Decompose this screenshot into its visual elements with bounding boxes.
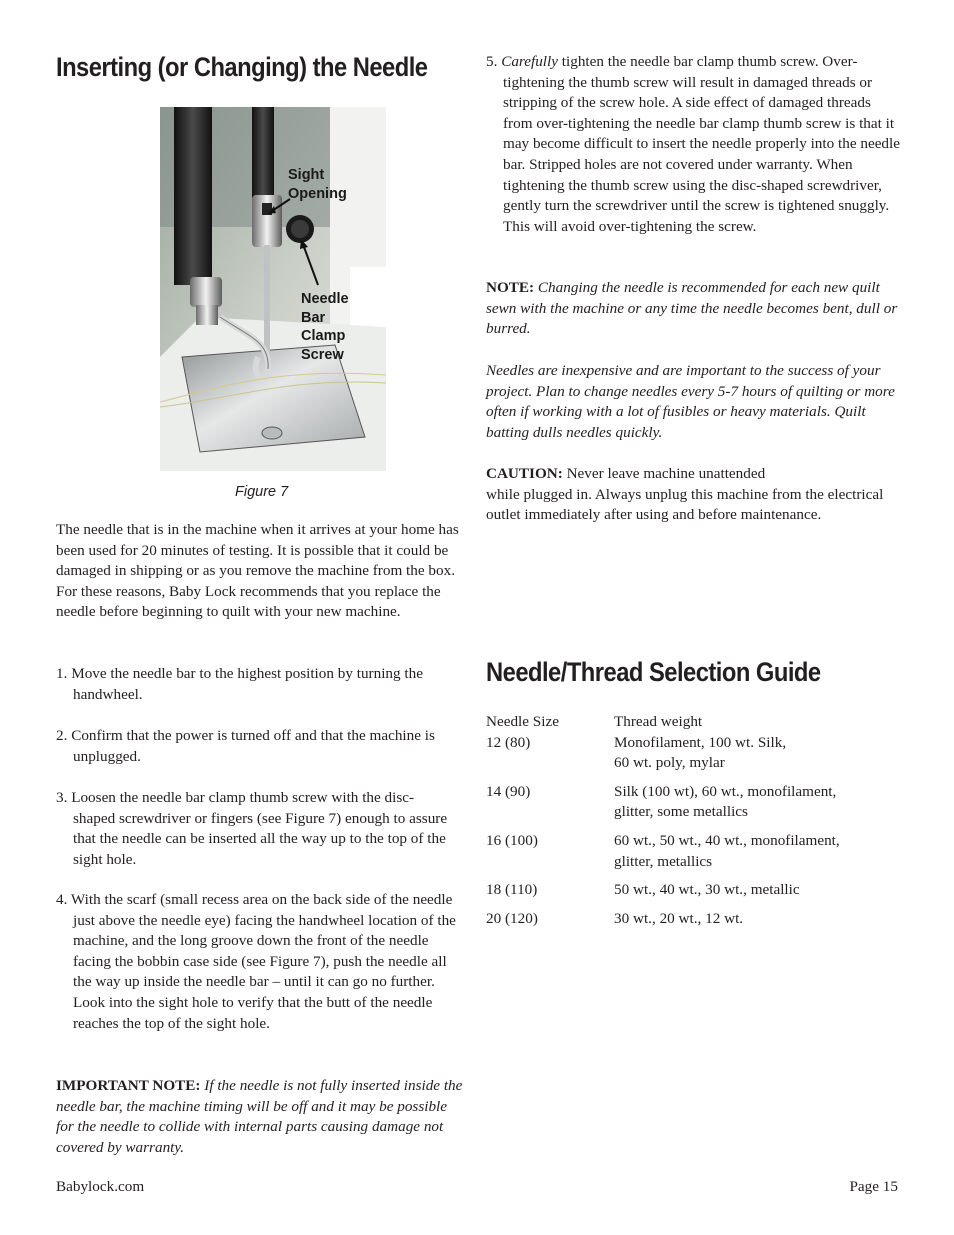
cell-size: 18 (110) [486, 881, 538, 899]
step-3: 3. Loosen the needle bar clamp thumb screw with the disc-shaped screwdriver or fingers (see Figure 7) enough to assure that the needle can be inserted all the way up to the top of the sight hole. [56, 789, 448, 868]
needles-paragraph: Needles are inexpensive and are important to the success of your project. Plan to change needles every 5-7 hours of quilting or more often if working with a lot of fusibles or heavy materials. Quilt batting dulls needles quickly. [486, 362, 895, 441]
table-row [486, 733, 840, 782]
section-heading-guide: Needle/Thread Selection Guide [486, 657, 821, 687]
intro-paragraph: The needle that is in the machine when it arrives at your home has been used for 20 minutes of testing. It is possible that it could be damaged in shipping or as you remove the machine from the box. For these reasons, Baby Lock recommends that you replace the needle before beginning to quilt with your new machine. [56, 521, 459, 621]
table-row [486, 909, 840, 930]
cell-weight: Monofilament, 100 wt. Silk, 60 wt. poly, mylar [614, 733, 787, 772]
table-row [486, 782, 840, 831]
important-note: IMPORTANT NOTE: If the needle is not fully inserted inside the needle bar, the machine timing will be off and it may be possible for the needle to collide with internal parts causing damage not covered by warranty. [56, 1077, 463, 1156]
step-4: 4. With the scarf (small recess area on the back side of the needle just above the needle eye) facing the handwheel location of the machine, and the long groove down the front of the needle facing the bobbin case side (see Figure 7), push the needle all the way up inside the needle bar – until it can go no further. Look into the sight hole to verify that the butt of the needle reaches the top of the sight hole. [56, 891, 456, 1032]
step-1: 1. Move the needle bar to the highest position by turning the handwheel. [56, 665, 423, 703]
column-header-thread-weight: Thread weight [614, 713, 703, 730]
label-needle-bar-clamp-screw: Needle Bar Clamp Screw [301, 291, 349, 363]
label-sight-opening: Sight Opening [288, 167, 347, 202]
table-row [486, 831, 840, 880]
cell-size: 16 (100) [486, 831, 538, 849]
caution-paragraph: CAUTION: Never leave machine unattended while plugged in. Always unplug this machine from the electrical outlet immediately after using and before maintenance. [486, 465, 884, 524]
table-header-row [486, 712, 840, 733]
sewing-machine-needle-illustration [160, 107, 386, 471]
cell-size: 12 (80) [486, 733, 531, 751]
cell-weight: 30 wt., 20 wt., 12 wt. [614, 909, 744, 927]
figure-reference: see Figure 7 [246, 952, 321, 970]
step-2: 2. Confirm that the power is turned off and that the machine is unplugged. [56, 727, 435, 765]
needle-thread-table [486, 712, 840, 929]
cell-size: 20 (120) [486, 909, 538, 927]
note-paragraph: NOTE: Changing the needle is recommended for each new quilt sewn with the machine or any time the needle becomes bent, dull or burred. [486, 279, 898, 338]
cell-size: 14 (90) [486, 782, 531, 800]
figure-7-photo [160, 107, 386, 471]
cell-weight: Silk (100 wt), 60 wt., monofilament, glitter, some metallics [614, 782, 837, 821]
step-5: 5. Carefully tighten the needle bar clamp thumb screw. Over-tightening the thumb screw will result in damaged threads or stripping of the screw hole. A side effect of damaged threads from over-tightening the needle bar clamp thumb screw is that it may become difficult to insert the needle properly into the needle bar. Stripped holes are not covered under warranty. When tightening the thumb screw using the disc-shaped screwdriver, gently turn the screwdriver until the screw is tightened snuggly. This will avoid over-tightening the screw. [486, 53, 900, 235]
table-row [486, 880, 840, 909]
cell-weight: 60 wt., 50 wt., 40 wt., monofilament, glitter, metallics [614, 831, 840, 870]
cell-weight: 50 wt., 40 wt., 30 wt., metallic [614, 881, 800, 899]
section-heading-needle: Inserting (or Changing) the Needle [56, 52, 428, 82]
column-header-needle-size: Needle Size [486, 713, 559, 730]
figure-caption: Figure 7 [235, 484, 289, 500]
footer-site: Babylock.com [56, 1178, 145, 1195]
footer-page-number: Page 15 [849, 1178, 898, 1195]
